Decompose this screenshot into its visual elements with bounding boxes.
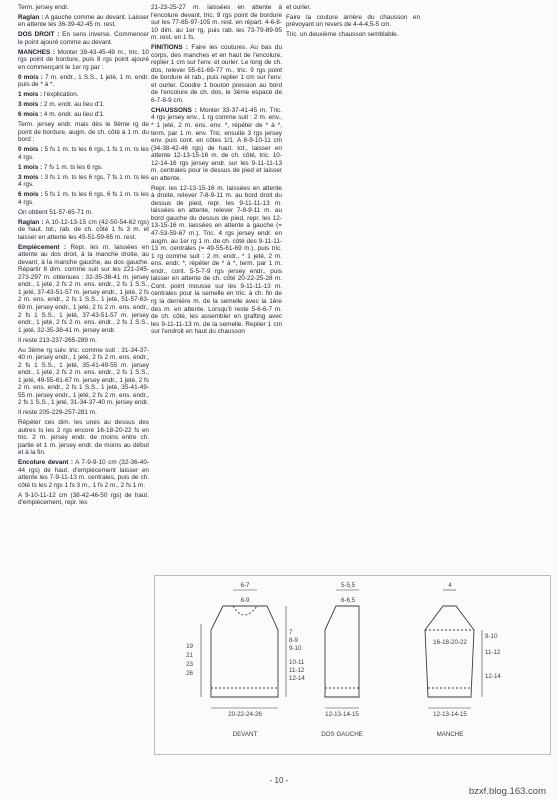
paragraph — [18, 4, 149, 12]
paragraph-heading: DOS DROIT : — [18, 31, 60, 39]
paragraph — [286, 14, 420, 29]
paragraph — [18, 492, 149, 507]
dos-gauche-shape — [325, 606, 359, 697]
devant-left-1: 19 — [186, 643, 193, 650]
paragraph — [286, 31, 420, 39]
manche-right-2: 11-12 — [485, 649, 501, 656]
paragraph-text: On obtient 51-57-65-71 m. — [18, 208, 93, 216]
paragraph-heading: CHAUSSONS : — [151, 106, 197, 114]
paragraph-heading: MANCHES : — [18, 48, 56, 56]
paragraph — [18, 337, 149, 345]
paragraph-text: Répéter ces dim. les unes au dessus des autres ts les 2 rgs encore 16-18-20-22 fs en tric. 2 m. jersey endr. de moins entre ch. partie et 1 m. jersey endr. de moins au début et à la fin. — [18, 419, 149, 457]
paragraph — [286, 4, 420, 12]
paragraph-text: et ourler. — [286, 4, 311, 11]
paragraph-heading: 3 mois : — [18, 173, 43, 181]
devant-top-label: 8-9 — [240, 597, 250, 604]
paragraph-text: Repr. les 12-13-15-16 m. laissées en attente à droite, relever 7-8-9-11 m. au bord droit du dessus de pied, repr. les 9-11-11-13 m. laissées en attente, relever 7-8-9-11 m. au bord gauche du dessus de pied, repr. les 12-13-15-16 m. laissées en attente à gauche (= 47-53-59-67 m.). Tric. 4 rgs jersey endr. en augm. au 1er rg 1 m. de ch. côté des 9-11-11-13 m. centrales (= 49-55-61-69 m.), puis tric. 1 rg comme suit : 2 m. endr., * 1 jeté, 2 m. ens. endr. *, répéter de * à *, term. par 1 m. endr., cont. 5-5-7-9 rgs jersey endr., puis laisser en attente de ch. côté 20-22-25-28 m. Cont. point mousse sur les 9-11-11-13 m. centrales pour la semelle en tric. à ch. fin de rg la dernière m. de la semelle avec la 1ère des m. en attente. Lorsqu'il reste 5-6-6-7 m. de ch. côté, les assembler en grafting avec les 9-11-11-13 m. de la semelle. Replier 1 cm sur l'endroit en haut du chausson — [151, 184, 282, 336]
text-column-3 — [286, 4, 420, 41]
devant-bottom-label: 20-22-24-26 — [228, 711, 262, 718]
paragraph-heading: Encolure devant : — [18, 459, 74, 467]
dos-top2-label: 6-6,5 — [340, 597, 356, 604]
devant-shape — [211, 606, 278, 697]
paragraph-heading: 1 mois : — [18, 91, 43, 99]
devant-right-3: 9-10 — [289, 645, 302, 652]
dos-top-label: 5-5,5 — [340, 582, 356, 589]
paragraph-heading: 6 mois : — [18, 191, 43, 199]
manche-shape — [425, 606, 474, 697]
dos-bottom-label: 12-13-14-15 — [325, 711, 359, 718]
paragraph-text: l'explication. — [42, 91, 79, 99]
devant-right-1: 7 — [289, 629, 293, 636]
paragraph — [18, 111, 149, 119]
devant-left-3: 23 — [186, 661, 193, 668]
devant-right-4: 10-11 — [289, 659, 305, 666]
paragraph — [18, 419, 149, 457]
manche-bottom-label: 12-13-14-15 — [433, 711, 467, 718]
paragraph-text: 5 fs 1 m. ts les 6 rgs, 6 fs 1 m. ts les 4 rgs. — [18, 191, 149, 206]
paragraph-text: Term. jersey endr. mais dès le 9ème rg de point de bordure, augm. de ch. côté à 1 m. du bord : — [18, 121, 149, 144]
paragraph — [18, 191, 149, 206]
manche-right-1: 9-10 — [485, 633, 498, 640]
paragraph-text: A 10-12-13-15 cm (42-50-54-62 rgs) de haut. tot., rab. de ch. côté 1 fs 3 m. et laisser en attente les 45-51-59-65 m. rest. — [18, 218, 149, 241]
paragraph-text: Monter 33-37-41-45 m. Tric. 4 rgs jersey env., 1 rg comme suit : 2 m. env., * 1 jeté, 2 m. ens. env. *, répéter de * à *, term. par 1 m. env. Tric. ensuite 3 rgs jersey env. puis cont. en côtes 1/1. A 8-9-10-11 cm (34-38-42-46 rgs) de haut. tot., laisser en attente 12-13-15-16 m. de ch. côté, tric. 10-12-14-16 rgs jersey endr. sur les 9-11-11-13 m. centrales pour le dessus de pied et laisser en attente. — [151, 106, 282, 182]
paragraph-text: Faire la couture arrière du chausson en prévoyant un revers de 4-4-4,5-5 cm. — [286, 13, 420, 29]
paragraph-heading: Raglan : — [18, 13, 44, 21]
devant-left-4: 26 — [186, 670, 193, 677]
paragraph — [151, 4, 282, 42]
paragraph — [18, 91, 149, 99]
devant-neck-label: 6-7 — [240, 582, 250, 589]
paragraph-text: 5 fs 1 m. ts les 6 rgs, 1 fs 1 m. ts les 4 rgs. — [18, 146, 149, 161]
paragraph — [18, 244, 149, 335]
paragraph-text: Repr. les m. laissées en attente au dos droit, à la manche droite, au devant, à la manche gauche, au dos gauche. Répartir 8 dim. comme suit sur les 221-245-273-297 m. obtenues : 32-35-38-41 m. jersey endr., 1 jeté, 2 fs 2 m. ens. endr., 2 fs 1 S.S., 1 jeté, 37-43-51-57 m. jersey endr., 1 jeté, 2 fs 2 m. ens. endr., 2 fs 1 S.S., 1 jeté, 51-57-63-69 m. jersey endr., 1 jeté, 2 fs 2 m. ens. endr., 2 fs 1 S.S., 1 jeté, 37-43-51-57 m. jersey endr., 1 jeté, 2 fs 2 m. ens. endr., 2 fs 1 S.S., 1 jeté, 32-35-38-41 m. jersey endr. — [18, 243, 149, 334]
paragraph — [151, 107, 282, 182]
text-column-2 — [151, 4, 282, 338]
paragraph — [151, 44, 282, 104]
paragraph — [151, 185, 282, 336]
paragraph — [18, 174, 149, 189]
paragraph-text: 21-23-25-27 m. laissées en attente à l'encolure devant, tric. 9 rgs point de bordure sur les 77-85-97-105 m. rest. en répart. 4-6-8-10 dim. au 1er rg, puis rab. les 73-79-89-95 m. rest. en 1 fs. — [151, 4, 282, 42]
devant-right-2: 8-9 — [289, 637, 298, 644]
paragraph-text: Tric. un deuxième chausson semblable. — [286, 31, 399, 39]
paragraph-heading: 6 mois : — [18, 111, 43, 119]
paragraph — [18, 101, 149, 109]
paragraph — [18, 121, 149, 144]
paragraph-heading: FINITIONS : — [151, 44, 189, 52]
paragraph-text: 4 m. endr. au lieu d'1. — [42, 111, 105, 119]
dos-title: DOS GAUCHE — [321, 731, 363, 738]
paragraph-text: Monter 39-43-45-49 m., tric. 10 rgs point de bordure, puis 8 rgs point ajouré en commençant le 1er rg par : — [18, 48, 149, 71]
text-column-1 — [18, 4, 149, 509]
paragraph-text: 2 m. endr. au lieu d'1. — [42, 101, 105, 109]
paragraph-text: Faire les coutures. Au bas du corps, des manches et en haut de l'encolure, replier 1 cm sur l'env. et ourler. Le long de ch. dos, relever 55-61-69-77 m., tric. 9 rgs point de bordure et rab., puis replier 1 cm sur l'env. et ourler. Coudre 1 bouton pression au bord de l'encolure de ch. dos, le 3ème espacé de 6-7-8-9 cm. — [151, 44, 282, 104]
paragraph-text: 3 fs 1 m. ts les 6 rgs, 7 fs 1 m. ts les 4 rgs. — [18, 173, 149, 189]
paragraph-text: A gauche comme au devant. Laisser en attente les 36-39-42-45 m. rest. — [18, 13, 149, 29]
paragraph-heading: 0 mois : — [18, 73, 43, 81]
paragraph-text: Au 3ème rg suiv. tric. comme suit : 31-34-37-40 m. jersey endr., 1 jeté, 2 fs 2 m. ens. endr., 2 fs 1 S.S., 1 jeté, 35-41-49-55 m. jersey endr., 1 jeté, 2 fs 2 m. ens. endr., 2 fs 1 S.S., 1 jeté, 49-55-61-67 m. jersey endr., 1 jeté, 2 fs 2 m. ens. endr., 2 fs 1 S.S., 1 jeté, 35-41-49-55 m. jersey endr., 1 jeté, 2 fs 2 m. ens. endr., 2 fs 1 S.S., 1 jeté, 31-34-37-40 m. jersey endr. — [18, 346, 149, 407]
paragraph — [18, 209, 149, 217]
paragraph-heading: 1 mois : — [18, 163, 43, 171]
paragraph — [18, 14, 149, 29]
paragraph-heading: 0 mois : — [18, 146, 43, 154]
manche-title: MANCHE — [436, 731, 464, 738]
paragraph — [18, 459, 149, 489]
paragraph — [18, 146, 149, 161]
paragraph — [18, 409, 149, 417]
paragraph-text: Il reste 205-229-257-281 m. — [18, 409, 97, 417]
paragraph-text: 7 m. endr., 1 S.S., 1 jeté, 1 m. endr. puis de * à *. — [18, 73, 149, 89]
paragraph — [18, 347, 149, 407]
paragraph — [18, 31, 149, 46]
paragraph — [18, 164, 149, 172]
devant-right-5: 11-12 — [289, 667, 305, 674]
manche-top-label: 4 — [448, 582, 452, 589]
devant-left-2: 21 — [186, 652, 193, 659]
paragraph — [18, 219, 149, 242]
schematic-diagrams — [154, 575, 551, 755]
page-number: - 10 - — [269, 776, 289, 785]
paragraph-text: 7 fs 1 m. ts les 6 rgs. — [42, 163, 103, 171]
paragraph-heading: Empiècement : — [18, 243, 67, 251]
paragraph-text: Term. jersey endr. — [18, 4, 69, 11]
devant-title: DEVANT — [232, 731, 258, 738]
paragraph — [18, 74, 149, 89]
paragraph-text: A 9-10-11-12 cm (38-42-46-50 rgs) de haut. d'empiècement, repr. les — [18, 491, 149, 507]
paragraph-text: A 7-9-9-10 cm (32-36-40-44 rgs) de haut. d'empiècement laisser en attente les 7-9-11-13 m. centrales, puis de ch. côté ts les 2 rgs 1 fs 3 m., 1 fs 2 m., 2 fs 1 m. — [18, 459, 150, 489]
paragraph-text: Il reste 213-237-265-289 m. — [18, 336, 97, 344]
paragraph-heading: Raglan : — [18, 218, 44, 226]
paragraph-heading: 3 mois : — [18, 101, 43, 109]
paragraph — [18, 49, 149, 72]
watermark: bzxf.blog.163.com — [468, 786, 546, 797]
devant-right-6: 12-14 — [289, 675, 305, 682]
manche-right-3: 12-14 — [485, 673, 501, 680]
paragraph-text: En sens inverse. Commencer le point ajouré comme au devant. — [18, 31, 149, 46]
manche-mid-label: 16-18-20-22 — [433, 639, 467, 646]
